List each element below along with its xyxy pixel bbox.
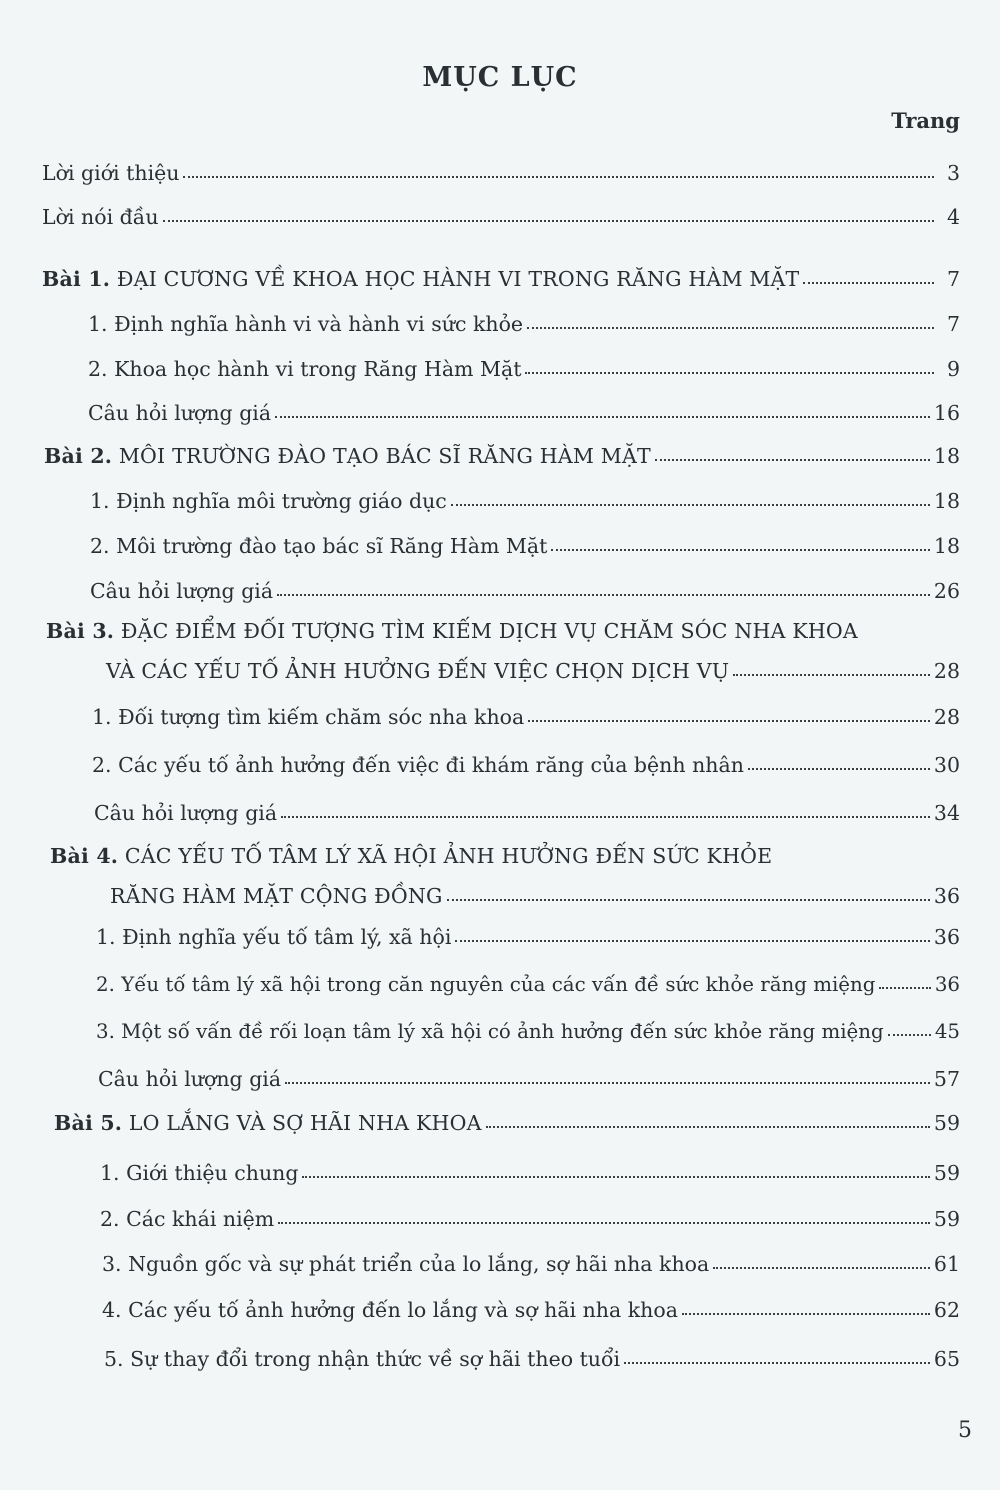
toc-lesson [54,1110,960,1136]
toc-entry-text: Câu hỏi lượng giá [98,1067,282,1091]
toc-entry-text: 2. Yếu tố tâm lý xã hội trong căn nguyên của các vấn đề sức khỏe răng miệng [96,973,876,996]
toc-section [88,356,960,382]
toc-lesson [46,618,960,684]
leader-dots [879,983,930,989]
toc-entry-page: 18 [933,444,960,468]
toc-entry-page: 59 [933,1207,960,1231]
lesson-title: CÁC YẾU TỐ TÂM LÝ XÃ HỘI ẢNH HƯỞNG ĐẾN SỨC KHỎE [124,844,773,868]
toc-section [98,1066,960,1092]
lesson-number: Bài 1. [42,267,111,291]
toc-entry-text: 2. Các yếu tố ảnh hưởng đến việc đi khám răng của bệnh nhân [92,753,744,777]
lesson-title-continued: RĂNG HÀM MẶT CỘNG ĐỒNG [110,884,443,908]
toc-section [96,972,960,998]
toc-entry-text: 1. Giới thiệu chung [100,1161,299,1185]
leader-dots [713,1263,930,1269]
leader-dots [803,278,934,284]
toc-entry-page: 9 [946,357,960,381]
toc-section [94,800,960,826]
toc-entry-page: 4 [946,205,960,229]
toc-section [96,1019,960,1045]
toc-entry-page: 59 [933,1111,960,1135]
toc-entry-text: 1. Đối tượng tìm kiếm chăm sóc nha khoa [92,705,525,729]
toc-entry-page: 36 [934,973,960,996]
lesson-title: MÔI TRƯỜNG ĐÀO TẠO BÁC SĨ RĂNG HÀM MẶT [118,444,651,468]
toc-entry-text: 5. Sự thay đổi trong nhận thức về sợ hãi theo tuổi [104,1347,621,1371]
toc-entry-page: 28 [933,659,960,683]
leader-dots [682,1309,930,1315]
leader-dots [748,764,930,770]
toc-entry-page: 28 [933,705,960,729]
lesson-number: Bài 2. [44,444,113,468]
leader-dots [183,172,934,178]
lesson-title: ĐẠI CƯƠNG VỀ KHOA HỌC HÀNH VI TRONG RĂNG HÀM MẶT [116,267,800,291]
toc-section [88,400,960,426]
toc-section [90,533,960,559]
leader-dots [275,412,930,418]
toc-entry-page: 65 [933,1347,960,1371]
toc-section [96,924,960,950]
lesson-title: ĐẶC ĐIỂM ĐỐI TƯỢNG TÌM KIẾM DỊCH VỤ CHĂM SÓC NHA KHOA [120,619,858,643]
toc-entry-text: Lời giới thiệu [42,161,180,185]
toc-section [90,488,960,514]
toc-entry-page: 34 [933,801,960,825]
toc-section [88,311,960,337]
page-column-label: Trang [891,108,960,133]
lesson-title: LO LẮNG VÀ SỢ HÃI NHA KHOA [128,1111,482,1135]
lesson-number: Bài 3. [46,619,115,643]
toc-entry-text: 1. Định nghĩa hành vi và hành vi sức khỏe [88,312,524,336]
toc-section [92,704,960,730]
toc-entry-page: 18 [933,489,960,513]
toc-lesson [42,266,960,292]
lesson-title-continued: VÀ CÁC YẾU TỐ ẢNH HƯỞNG ĐẾN VIỆC CHỌN DỊCH VỤ [106,659,730,683]
leader-dots [285,1078,930,1084]
toc-entry-page: 30 [933,753,960,777]
toc-entry [42,204,960,230]
toc-entry-page: 16 [933,401,960,425]
toc-section [100,1206,960,1232]
toc-entry-page: 36 [933,884,960,908]
toc-entry-page: 7 [946,312,960,336]
leader-dots [281,812,930,818]
leader-dots [486,1122,930,1128]
leader-dots [455,936,930,942]
toc-entry-page: 59 [933,1161,960,1185]
toc-entry-page: 26 [933,579,960,603]
toc-entry-text: 2. Khoa học hành vi trong Răng Hàm Mặt [88,357,522,381]
leader-dots [655,455,930,461]
leader-dots [733,670,930,676]
toc-section [100,1160,960,1186]
toc-entry-page: 61 [933,1252,960,1276]
toc-entry-text: Câu hỏi lượng giá [94,801,278,825]
toc-entry-page: 7 [946,267,960,291]
toc-entry-text: 4. Các yếu tố ảnh hưởng đến lo lắng và sợ hãi nha khoa [102,1298,678,1322]
toc-entry-text: 2. Môi trường đào tạo bác sĩ Răng Hàm Mặt [90,534,548,558]
leader-dots [278,1218,930,1224]
toc-entry-page: 3 [946,161,960,185]
leader-dots [624,1358,930,1364]
leader-dots [277,590,930,596]
toc-section [102,1297,960,1323]
toc-entry-text: Lời nói đầu [42,205,159,229]
toc-lesson [50,843,960,909]
leader-dots [525,368,934,374]
toc-entry-page: 57 [933,1067,960,1091]
leader-dots [447,895,930,901]
toc-entry-page: 18 [933,534,960,558]
page-number: 5 [958,1418,972,1443]
lesson-number: Bài 4. [50,844,119,868]
toc-section [102,1251,960,1277]
page-title: MỤC LỤC [422,62,578,93]
toc-entry-text: 3. Một số vấn đề rối loạn tâm lý xã hội có ảnh hưởng đến sức khỏe răng miệng [96,1020,884,1043]
toc-section [92,752,960,778]
toc-entry-page: 36 [933,925,960,949]
leader-dots [528,716,930,722]
leader-dots [551,545,930,551]
lesson-number: Bài 5. [54,1111,123,1135]
toc-lesson [44,443,960,469]
toc-entry-text: 3. Nguồn gốc và sự phát triển của lo lắng, sợ hãi nha khoa [102,1252,710,1276]
toc-entry-text: Câu hỏi lượng giá [90,579,274,603]
leader-dots [888,1030,931,1036]
toc-entry-text: Câu hỏi lượng giá [88,401,272,425]
leader-dots [527,323,934,329]
toc-section [104,1346,960,1372]
toc-section [90,578,960,604]
leader-dots [451,500,930,506]
toc-entry-page: 45 [934,1020,960,1043]
toc-entry-page: 62 [933,1298,960,1322]
toc-entry-text: 2. Các khái niệm [100,1207,275,1231]
toc-entry [42,160,960,186]
toc-entry-text: 1. Định nghĩa môi trường giáo dục [90,489,447,513]
toc-entry-text: 1. Định nghĩa yếu tố tâm lý, xã hội [96,925,452,949]
leader-dots [163,216,934,222]
leader-dots [302,1172,929,1178]
